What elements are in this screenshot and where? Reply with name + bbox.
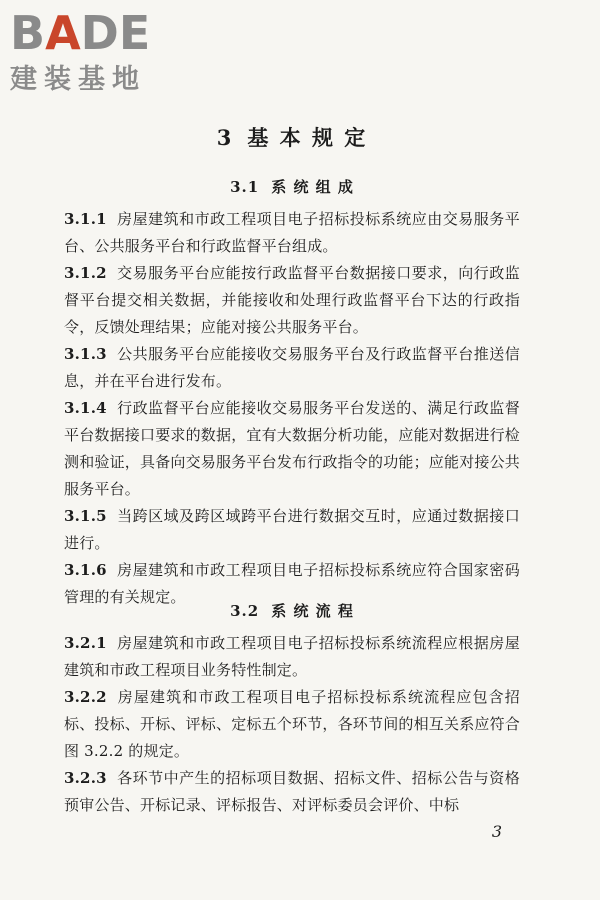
- clause-number: 3.1.5: [64, 507, 107, 525]
- clause-text: 房屋建筑和市政工程项目电子招标投标系统应符合国家密码管理的有关规定。: [64, 561, 520, 606]
- clause-number: 3.1.2: [64, 264, 107, 282]
- section-3-2-body: [64, 630, 520, 819]
- section-3-1-body: [64, 206, 520, 611]
- clause-text: 交易服务平台应能按行政监督平台数据接口要求，向行政监督平台提交相关数据，并能接收和处理行政监督平台下达的行政指令，反馈处理结果；应能对接公共服务平台。: [64, 264, 520, 336]
- chapter-title: [64, 122, 520, 152]
- clause-text: 各环节中产生的招标项目数据、招标文件、招标公告与资格预审公告、开标记录、评标报告、对评标委员会评价、中标: [64, 769, 520, 814]
- bade-logo: [10, 8, 180, 100]
- section-title-text: 系 统 流 程: [271, 602, 354, 620]
- clause-number: 3.1.4: [64, 399, 107, 417]
- clause-3-1-4: [64, 395, 520, 503]
- section-number: 3.1: [230, 178, 260, 196]
- clause-3-1-5: [64, 503, 520, 557]
- clause-number: 3.2.1: [64, 634, 107, 652]
- clause-3-2-2: [64, 684, 520, 765]
- logo-letter-a: A: [45, 6, 81, 60]
- clause-text: 当跨区域及跨区域跨平台进行数据交互时，应通过数据接口进行。: [64, 507, 520, 552]
- clause-text: 公共服务平台应能接收交易服务平台及行政监督平台推送信息，并在平台进行发布。: [64, 345, 520, 390]
- clause-3-2-1: [64, 630, 520, 684]
- page-number: 3: [491, 822, 502, 841]
- clause-text: 房屋建筑和市政工程项目电子招标投标系统流程应包含招标、投标、开标、评标、定标五个环节，各环节间的相互关系应符合图 3.2.2 的规定。: [64, 688, 521, 760]
- chapter-title-text: 基 本 规 定: [247, 125, 368, 150]
- clause-number: 3.1.1: [64, 210, 107, 228]
- section-title-3-2: [64, 600, 520, 621]
- clause-number: 3.1.3: [64, 345, 107, 363]
- clause-text: 行政监督平台应能接收交易服务平台发送的、满足行政监督平台数据接口要求的数据，宜有大数据分析功能，应能对数据进行检测和验证，具备向交易服务平台发布行政指令的功能；应能对接公共服务平台。: [64, 399, 521, 498]
- clause-3-1-2: [64, 260, 520, 341]
- clause-text: 房屋建筑和市政工程项目电子招标投标系统应由交易服务平台、公共服务平台和行政监督平台组成。: [64, 210, 520, 255]
- section-title-text: 系 统 组 成: [271, 178, 354, 196]
- logo-subtitle: 建装基地: [10, 64, 146, 95]
- logo-wordmark: [10, 8, 150, 58]
- clause-number: 3.2.3: [64, 769, 107, 787]
- chapter-number: 3: [216, 125, 234, 150]
- clause-3-1-3: [64, 341, 520, 395]
- section-number: 3.2: [230, 602, 260, 620]
- clause-3-2-3: [64, 765, 520, 819]
- clause-3-1-1: [64, 206, 520, 260]
- clause-number: 3.1.6: [64, 561, 107, 579]
- logo-letter-b: B: [10, 6, 46, 60]
- clause-number: 3.2.2: [64, 688, 107, 706]
- logo-letters-de: DE: [80, 6, 151, 60]
- clause-text: 房屋建筑和市政工程项目电子招标投标系统流程应根据房屋建筑和市政工程项目业务特性制定。: [64, 634, 520, 679]
- section-title-3-1: [64, 176, 520, 197]
